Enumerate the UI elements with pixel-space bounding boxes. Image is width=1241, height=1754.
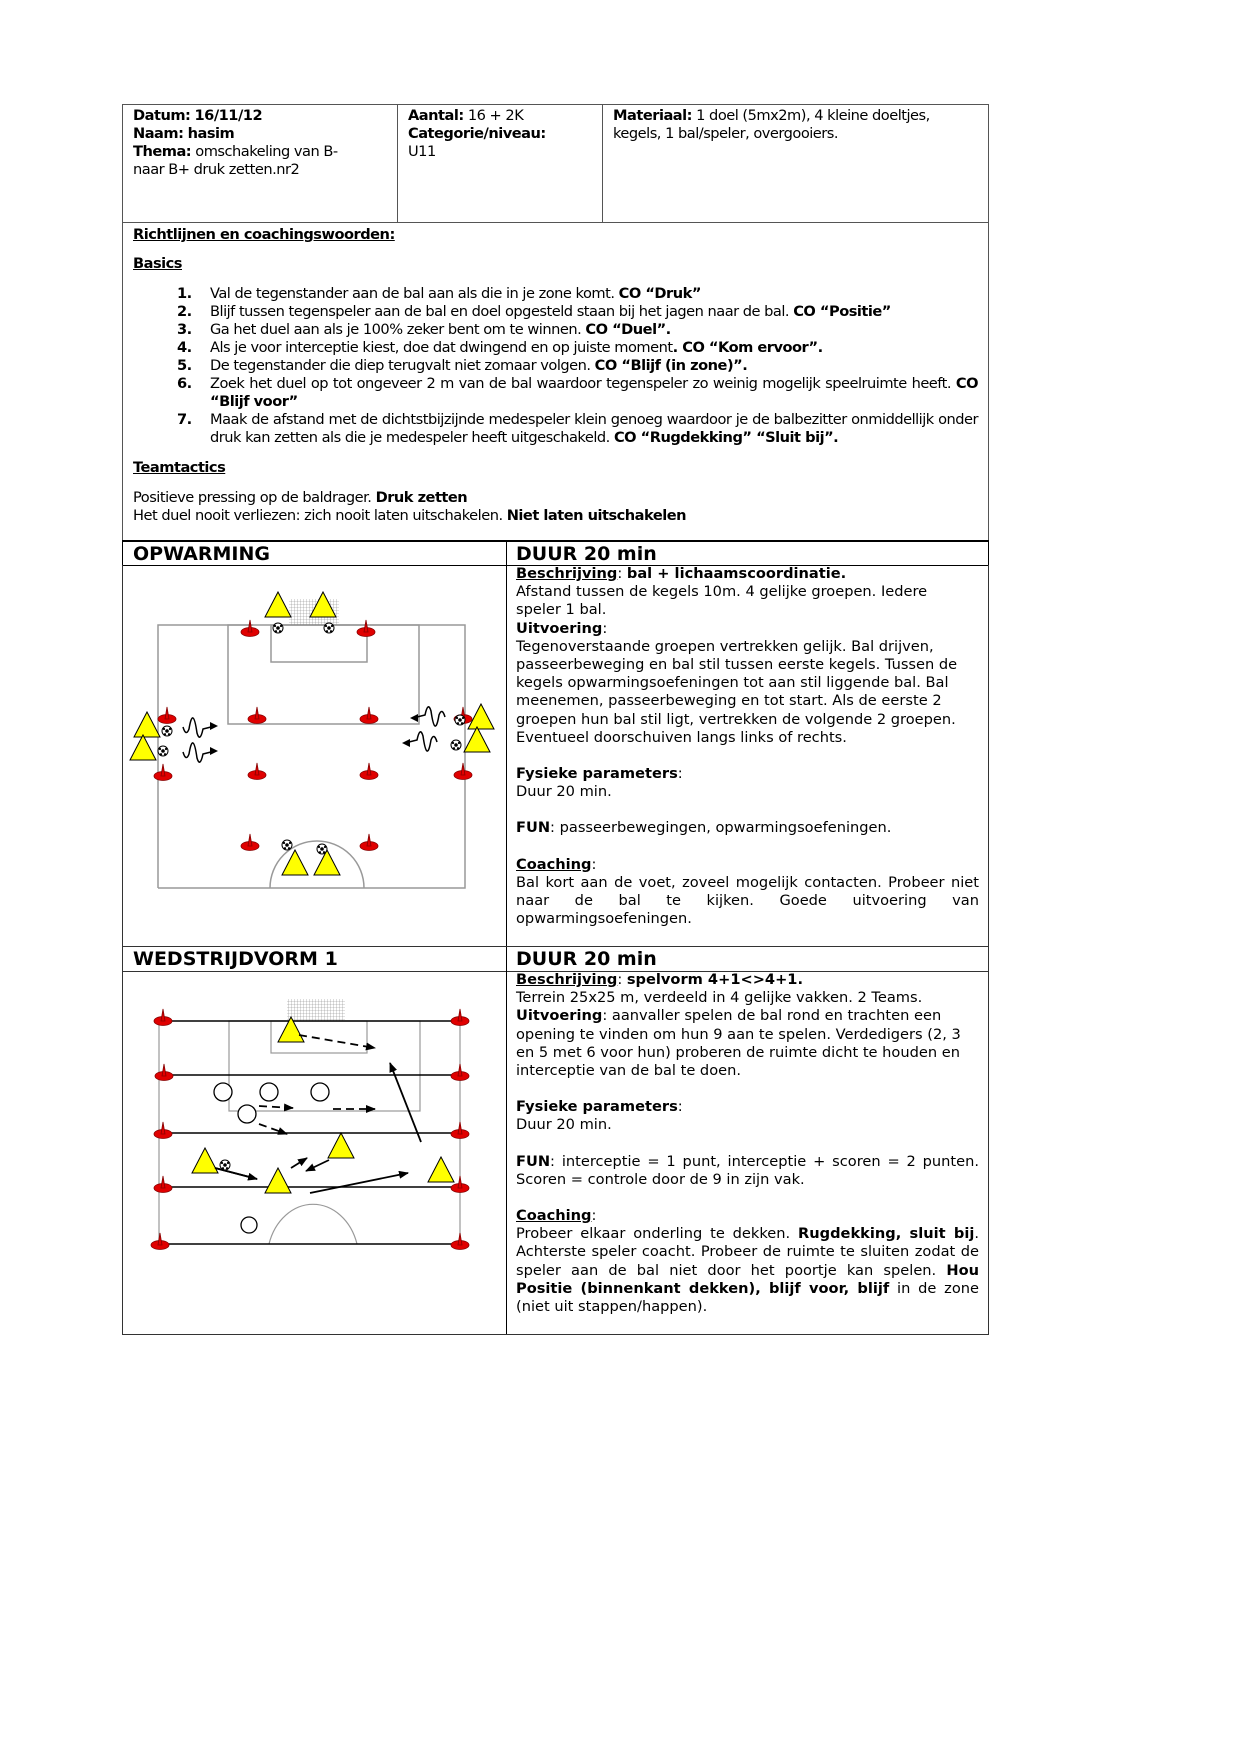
basics-text: Als je voor interceptie kiest, doe dat dwingend en op juiste moment: [210, 339, 673, 356]
uitvoering-label: Uitvoering: [516, 1007, 603, 1025]
player: [134, 712, 160, 737]
coaching-label: Coaching: [516, 1207, 592, 1225]
basics-number: 2.: [177, 303, 192, 320]
basics-item: [133, 339, 978, 357]
section-body: [122, 565, 989, 947]
cone: [241, 834, 259, 851]
fysiek-text: Duur 20 min.: [516, 783, 612, 801]
guidelines-block: [122, 222, 989, 541]
wedstrijdvorm-description: Beschrijving: spelvorm 4+1<>4+1. Terrein 25x25 m, verdeeld in 4 gelijke vakken. 2 Teams. Uitvoering: aanvaller spelen de bal rond en trachten een opening te vinden om hun 9 aan te spelen. Verdedigers (2, 3 en 5 met 6 voor hun) proberen de ruimte dicht te houden en interceptie van de bal te doen. Fysieke parameters: Duur 20 min. FUN: interceptie = 1 punt, interceptie + scoren = 2 punten. Scoren = controle door de 9 in zijn vak. Coaching: Probeer elkaar onderling te dekken. Rugdekking, sluit bij. Achterste speler coacht. Probeer de ruimte te sluiten zodat de speler aan de bal niet door het poortje kan spelen. Hou Positie (binnenkant dekken), blijf voor, blijf in de zone (niet uit stappen/happen).: [516, 971, 980, 1316]
basics-coaching-word: CO “Druk”: [618, 285, 701, 302]
opwarming-diagram: [123, 565, 506, 945]
basics-item: [133, 357, 978, 375]
ball: [455, 715, 465, 725]
basics-number: 5.: [177, 357, 192, 374]
basics-text: Blijf tussen tegenspeler aan de bal en doel opgesteld staan bij het jagen naar de bal.: [210, 303, 794, 320]
fysiek-label: Fysieke parameters: [516, 765, 678, 783]
thema-label: Thema:: [133, 143, 192, 160]
header-cell-info: [123, 105, 398, 223]
arrowhead: [210, 722, 218, 730]
beschrijving-value: spelvorm 4+1<>4+1.: [626, 971, 804, 988]
ball: [324, 623, 334, 633]
basics-item: [133, 285, 978, 303]
materiaal-value: 1 doel (5mx2m), 4 kleine doeltjes, kegels, 1 bal/speler, overgooiers.: [613, 107, 930, 142]
coaching-bold-2: Hou Positie (binnenkant dekken), blijf voor, blijf: [516, 1261, 980, 1297]
ball: [220, 1160, 230, 1170]
player: [468, 704, 494, 729]
opwarming-description: Beschrijving: bal + lichaamscoordinatie. Afstand tussen de kegels 10m. 4 gelijke groepen. Iedere speler 1 bal. Uitvoering: Tegenoverstaande groepen vertrekken gelijk. Bal drijven, passeerbeweging en bal stil tussen eerste kegels. Tussen de kegels opwarmingsoefeningen tot aan stil liggende bal. Bal meenemen, passeerbeweging en tot start. Als de eerste 2 groepen hun bal stil ligt, vertrekken de volgende 2 groepen. Eventueel doorschuiven langs links of rechts. Fysieke parameters: Duur 20 min. FUN: passeerbewegingen, opwarmingsoefeningen. Coaching: Bal kort aan de voet, zoveel mogelijk contacten. Probeer niet naar de bal te kijken. Goede uitvoering van opwarmingsoefeningen.: [516, 565, 979, 928]
players: [130, 592, 494, 875]
ball: [158, 746, 168, 756]
basics-coaching-word: CO “Rugdekking” “Sluit bij”.: [613, 429, 839, 446]
teamtactics-title: Teamtactics: [133, 459, 226, 476]
header-cell-materiaal: [603, 105, 989, 223]
aantal-label: Aantal:: [408, 107, 464, 124]
beschrijving-label: Beschrijving: [516, 971, 618, 988]
fun-text: passeerbewegingen, opwarmingsoefeningen.: [559, 819, 892, 837]
basics-item: [133, 375, 978, 411]
categorie-label: Categorie/niveau:: [408, 125, 546, 142]
thema-value: omschakeling van B- naar B+ druk zetten.nr2: [133, 143, 338, 178]
beschrijving-text: Terrein 25x25 m, verdeeld in 4 gelijke vakken. 2 Teams.: [516, 989, 923, 1007]
player: [130, 735, 156, 760]
fun-text: interceptie = 1 punt, interceptie + scoren = 2 punten. Scoren = controle door de 9 in zijn vak.: [516, 1152, 979, 1188]
basics-number: 3.: [177, 321, 192, 338]
basics-coaching-word: CO “Blijf voor”: [210, 375, 978, 410]
header-cell-aantal: [398, 105, 603, 223]
arrowhead: [410, 714, 418, 722]
pitch-lines: [158, 625, 465, 888]
ball: [451, 740, 461, 750]
fysiek-label: Fysieke parameters: [516, 1098, 678, 1116]
section-header-row: [122, 946, 989, 972]
ball: [273, 623, 283, 633]
coaching-bold-1: Rugdekking, sluit bij: [798, 1225, 975, 1243]
basics-coaching-word: CO “Blijf (in zone)”.: [594, 357, 748, 374]
player: [265, 592, 291, 617]
cone: [248, 763, 266, 780]
basics-list: [133, 285, 978, 447]
basics-text: Val de tegenstander aan de bal aan als die in je zone komt.: [210, 285, 619, 302]
ball: [282, 840, 292, 850]
section-duration: DUUR 20 min: [516, 948, 657, 970]
zone-lines: [159, 1021, 460, 1244]
players: [192, 1017, 454, 1193]
basics-text: De tegenstander die diep terugvalt niet zomaar volgen.: [210, 357, 595, 374]
basics-text: Ga het duel aan als je 100% zeker bent om te winnen.: [210, 321, 586, 338]
arrowhead: [402, 739, 410, 747]
beschrijving-text: Afstand tussen de kegels 10m. 4 gelijke groepen. Iedere speler 1 bal.: [516, 583, 928, 619]
basics-item: [133, 303, 978, 321]
cones: [151, 1009, 469, 1250]
teamtactics-bold: Druk zetten: [375, 489, 468, 506]
naam-value: hasim: [187, 125, 235, 142]
basics-number: 7.: [177, 411, 192, 428]
cone: [357, 620, 375, 637]
cone: [241, 620, 259, 637]
goal-net: [287, 999, 345, 1021]
ball: [162, 726, 172, 736]
beschrijving-label: Beschrijving: [516, 565, 618, 582]
basics-number: 4.: [177, 339, 192, 356]
player: [314, 850, 340, 875]
teamtactics-text: Het duel nooit verliezen: zich nooit laten uitschakelen.: [133, 507, 507, 524]
naam-label: Naam:: [133, 125, 184, 142]
section-title: OPWARMING: [133, 543, 270, 565]
basics-item: [133, 321, 978, 339]
fysiek-text: Duur 20 min.: [516, 1116, 612, 1134]
basics-coaching-word: . CO “Kom ervoor”.: [672, 339, 823, 356]
teamtactics-text: Positieve pressing op de baldrager.: [133, 489, 376, 506]
coaching-text-2: . Achterste speler coacht. Probeer de ruimte te sluiten zodat de speler aan de bal niet door het poortje kan spelen.: [516, 1225, 979, 1279]
arrowhead: [210, 747, 218, 755]
datum-value: 16/11/12: [194, 107, 263, 124]
basics-text: Zoek het duel op tot ongeveer 2 m van de bal waardoor tegenspeler zo weinig mogelijk speelruimte heeft.: [210, 375, 956, 392]
basics-number: 6.: [177, 375, 192, 392]
section-duration: DUUR 20 min: [516, 543, 657, 565]
basics-text: Maak de afstand met de dichtstbijzijnde medespeler klein genoeg waardoor je de balbezitter onmiddellijk onder druk kan zetten als die je medespeler heeft uitgeschakeld.: [210, 411, 978, 446]
ball: [317, 844, 327, 854]
beschrijving-value: bal + lichaamscoordinatie.: [626, 565, 847, 582]
defenders: [214, 1083, 329, 1233]
section-title: WEDSTRIJDVORM 1: [133, 948, 338, 970]
fun-label: FUN: [516, 1152, 551, 1170]
coaching-text: Bal kort aan de voet, zoveel mogelijk contacten. Probeer niet naar de bal te kijken. Goede uitvoering van opwarmingsoefeningen.: [516, 873, 979, 928]
cone: [454, 763, 472, 780]
header-table: [122, 104, 989, 223]
uitvoering-label: Uitvoering: [516, 619, 603, 637]
section-header-row: [122, 540, 989, 566]
uitvoering-text: aanvaller spelen de bal rond en trachten een opening te vinden om hun 9 aan te spelen. Verdedigers (2, 3 en 5 met 6 voor hun) proberen de ruimte dicht te houden en interceptie van de bal te doen.: [516, 1007, 961, 1080]
basics-title: Basics: [133, 255, 182, 272]
cone: [154, 764, 172, 781]
basics-coaching-word: CO “Positie”: [793, 303, 891, 320]
dribble-arrows: [183, 707, 445, 762]
cone: [158, 707, 176, 724]
coaching-label: Coaching: [516, 855, 592, 873]
cone: [360, 707, 378, 724]
teamtactics-line-2: [133, 507, 978, 525]
cone: [360, 763, 378, 780]
categorie-value: U11: [408, 143, 436, 160]
fun-label: FUN: [516, 819, 551, 837]
player: [464, 727, 490, 752]
materiaal-label: Materiaal:: [613, 107, 692, 124]
basics-item: [133, 411, 978, 447]
aantal-value: 16 + 2K: [467, 107, 524, 124]
coaching-text-3: in de zone (niet uit stappen/happen).: [516, 1279, 979, 1316]
cone: [360, 834, 378, 851]
teamtactics-bold: Niet laten uitschakelen: [506, 507, 687, 524]
basics-coaching-word: CO “Duel”.: [585, 321, 671, 338]
datum-label: Datum:: [133, 107, 191, 124]
uitvoering-text: Tegenoverstaande groepen vertrekken gelijk. Bal drijven, passeerbeweging en bal stil tussen eerste kegels. Tussen de kegels opwarmingsoefeningen tot aan stil liggende bal. Bal meenemen, passeerbeweging en tot start. Als de eerste 2 groepen hun bal stil ligt, vertrekken de volgende 2 groepen. Eventueel doorschuiven langs links of rechts.: [516, 637, 958, 746]
guidelines-title: Richtlijnen en coachingswoorden:: [133, 226, 395, 243]
teamtactics-line-1: [133, 489, 978, 507]
basics-number: 1.: [177, 285, 192, 302]
cone: [248, 707, 266, 724]
wedstrijdvorm-diagram: [123, 971, 506, 1333]
coaching-text-1: Probeer elkaar onderling te dekken.: [516, 1225, 799, 1243]
section-body: [122, 971, 989, 1335]
coaching-text: [516, 1225, 979, 1316]
